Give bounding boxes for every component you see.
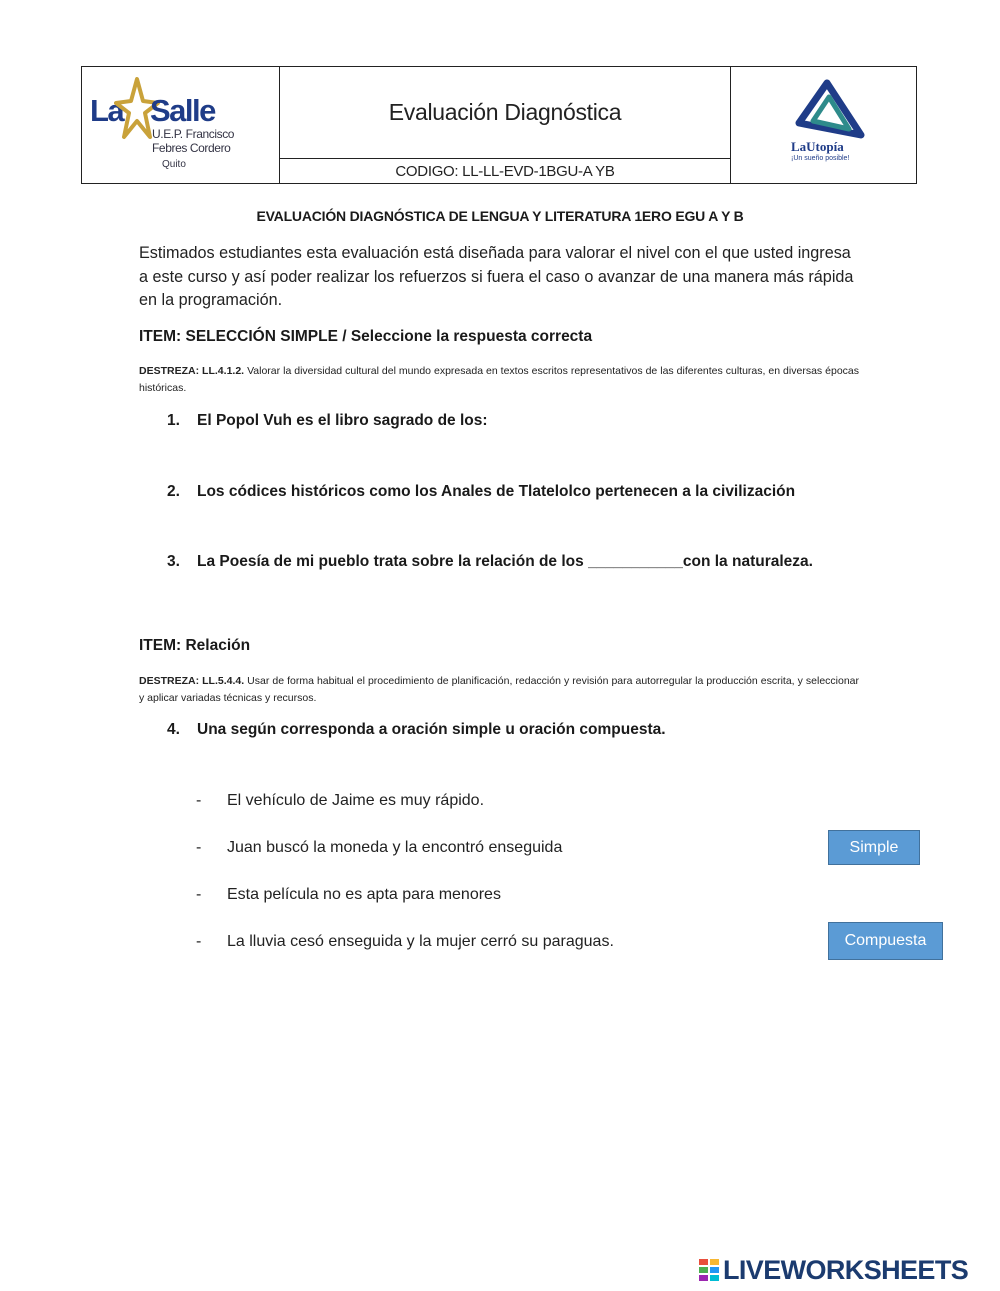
section-1-title: ITEM: SELECCIÓN SIMPLE / Seleccione la respuesta correcta — [139, 328, 593, 345]
option-text: Juan buscó la moneda y la encontró enseguida — [227, 839, 563, 856]
question-text: Una según corresponda a oración simple u oración compuesta. — [197, 721, 666, 738]
option-text: El vehículo de Jaime es muy rápido. — [227, 792, 485, 809]
question-3 — [167, 553, 813, 571]
question-text: Los códices históricos como los Anales de Tlatelolco pertenecen a la civilización — [197, 483, 796, 500]
match-option-2[interactable] — [196, 839, 562, 857]
logo-line-1: U.E.P. Francisco — [152, 127, 235, 141]
header-middle-cell — [280, 67, 731, 183]
match-option-4[interactable] — [196, 933, 614, 951]
match-option-3[interactable] — [196, 886, 501, 904]
option-dash: - — [196, 792, 202, 809]
logo-word-la: La — [90, 93, 124, 128]
lasalle-logo — [88, 77, 238, 177]
simple-target-button[interactable]: Simple — [828, 830, 920, 865]
destreza-text: Valorar la diversidad cultural del mundo expresada en textos escritos representativos de las diferentes culturas, en diversas épocas históricas. — [139, 365, 859, 394]
logo-word-salle: Salle — [150, 93, 215, 128]
utopia-logo — [783, 79, 873, 171]
liveworksheets-wordmark: LIVEWORKSHEETS — [723, 1255, 969, 1285]
logo-line-3: Quito — [162, 159, 186, 170]
question-2 — [167, 483, 795, 501]
liveworksheets-brand — [698, 1256, 994, 1284]
question-text: El Popol Vuh es el libro sagrado de los: — [197, 412, 488, 429]
utopia-triangle-icon — [789, 79, 865, 141]
utopia-name: LaUtopía — [791, 139, 844, 154]
question-4 — [167, 721, 666, 739]
option-text: La lluvia cesó enseguida y la mujer cerró su paraguas. — [227, 933, 614, 950]
destreza-label: DESTREZA: LL.4.1.2. — [139, 365, 245, 377]
destreza-text: Usar de forma habitual el procedimiento de planificación, redacción y revisión para autorregular la producción escrita, y seleccionar y aplicar variadas técnicas y recursos. — [139, 675, 860, 704]
option-dash: - — [196, 839, 202, 856]
question-number: 1. — [167, 412, 180, 429]
destreza-label: DESTREZA: LL.5.4.4. — [139, 675, 245, 687]
utopia-tagline: ¡Un sueño posible! — [791, 155, 850, 162]
section-2-destreza — [139, 673, 859, 707]
section-1-destreza — [139, 363, 859, 397]
option-text: Esta película no es apta para menores — [227, 886, 501, 903]
intro-paragraph: Estimados estudiantes esta evaluación está diseñada para valorar el nivel con el que usted ingresa a este curso y así poder realizar los refuerzos si fuera el caso o avanzar de una manera más rápida en la programación. — [139, 244, 854, 309]
section-2-title: ITEM: Relación — [139, 637, 251, 654]
match-option-1[interactable] — [196, 792, 484, 810]
header-code: CODIGO: LL-LL-EVD-1BGU-A YB — [395, 162, 615, 180]
header-title: Evaluación Diagnóstica — [280, 67, 730, 159]
logo-line-2: Febres Cordero — [152, 141, 231, 155]
document-title: EVALUACIÓN DIAGNÓSTICA DE LENGUA Y LITERATURA 1ERO EGU A Y B — [256, 208, 744, 224]
header-table — [81, 66, 917, 184]
question-number: 3. — [167, 553, 180, 570]
header-left-cell — [82, 67, 280, 183]
question-1 — [167, 412, 488, 430]
option-dash: - — [196, 933, 202, 950]
compuesta-target-button[interactable]: Compuesta — [828, 922, 943, 960]
question-number: 2. — [167, 483, 180, 500]
liveworksheets-blocks-icon — [698, 1258, 720, 1282]
question-text: La Poesía de mi pueblo trata sobre la relación de los ___________con la naturaleza. — [197, 553, 813, 570]
question-number: 4. — [167, 721, 180, 738]
header-right-cell — [731, 67, 916, 183]
option-dash: - — [196, 886, 202, 903]
